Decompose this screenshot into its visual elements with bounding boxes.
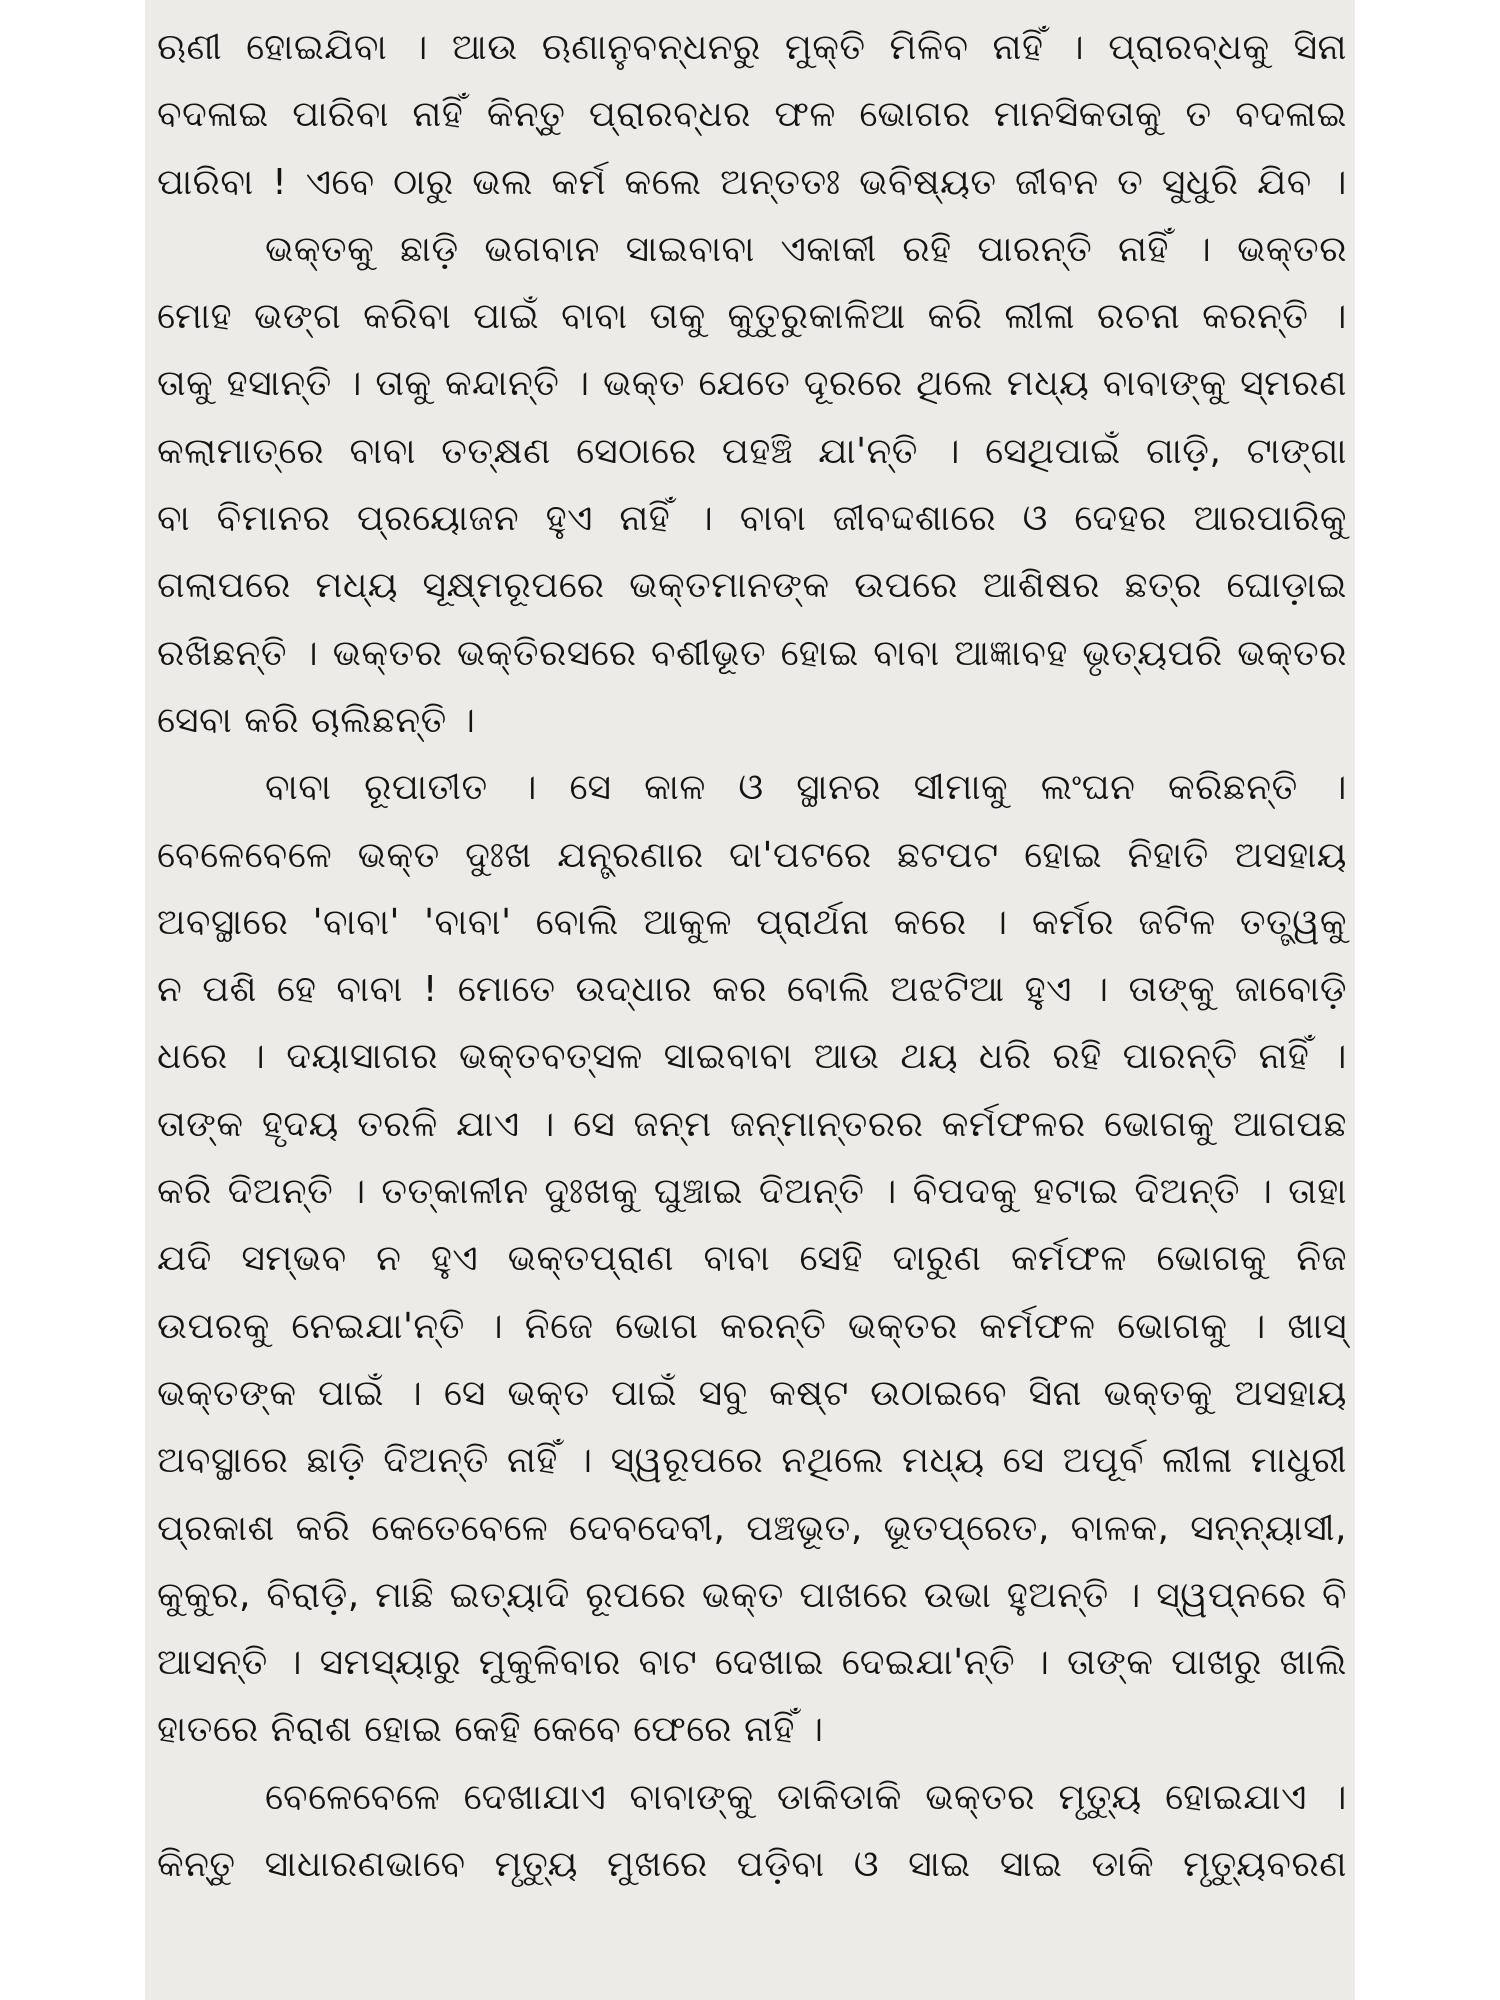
text-line: ଭକ୍ତଙ୍କ ପାଇଁ । ସେ ଭକ୍ତ ପାଇଁ ସବୁ କଷ୍ଟ ଉଠାଇବେ ସିନା ଭକ୍ତକୁ ଅସହାୟ — [157, 1372, 1347, 1414]
text-line: କିନ୍ତୁ ସାଧାରଣଭାବେ ମୃତ୍ୟୁ ମୁଖରେ ପଡ଼ିବା ଓ ସାଇ ସାଇ ଡାକି ମୃତ୍ୟୁବରଣ — [157, 1844, 1347, 1886]
text-line: ବାବା ରୂପାତୀତ । ସେ କାଳ ଓ ସ୍ଥାନର ସୀମାକୁ ଲଂଘନ କରିଛନ୍ତି । — [265, 767, 1347, 809]
text-line: କୁକୁର, ବିରାଡ଼ି, ମାଛି ଇତ୍ୟାଦି ରୂପରେ ଭକ୍ତ ପାଖରେ ଉଭା ହୁଅନ୍ତି । ସ୍ୱପ୍ନରେ ବି — [157, 1574, 1347, 1616]
text-line: ସେବା କରି ଚାଲିଛନ୍ତି । — [157, 699, 476, 741]
text-line: ଆସନ୍ତି । ସମସ୍ୟାରୁ ମୁକୁଳିବାର ବାଟ ଦେଖାଇ ଦେଇଯା'ନ୍ତି । ତାଙ୍କ ପାଖରୁ ଖାଲି — [157, 1642, 1347, 1684]
text-line: ଅବସ୍ଥାରେ 'ବାବା' 'ବାବା' ବୋଲି ଆକୁଳ ପ୍ରାର୍ଥନା କରେ । କର୍ମର ଜଟିଳ ତତ୍ତ୍ୱକୁ — [157, 901, 1347, 943]
text-line: ଧରେ । ଦୟାସାଗର ଭକ୍ତବତ୍ସଳ ସାଇବାବା ଆଉ ଥୟ ଧରି ରହି ପାରନ୍ତି ନାହିଁ । — [157, 1036, 1347, 1078]
text-line: କରି ଦିଅନ୍ତି । ତତ୍‌କାଳୀନ ଦୁଃଖକୁ ଘୁଞ୍ଚାଇ ଦିଅନ୍ତି । ବିପଦକୁ ହଟାଇ ଦିଅନ୍ତି । ତାହା — [157, 1171, 1347, 1213]
text-line: ଭକ୍ତକୁ ଛାଡ଼ି ଭଗବାନ ସାଇବାବା ଏକାକୀ ରହି ପାରନ୍ତି ନାହିଁ । ଭକ୍ତର — [265, 228, 1347, 270]
text-line: ବଦଳାଇ ପାରିବା ନାହିଁ କିନ୍ତୁ ପ୍ରାରବ୍ଧର ଫଳ ଭୋଗର ମାନସିକତାକୁ ତ ବଦଳାଇ — [157, 94, 1347, 136]
text-line: ପାରିବା ! ଏବେ ଠାରୁ ଭଲ କର୍ମ କଲେ ଅନ୍ତତଃ ଭବିଷ୍ୟତ ଜୀବନ ତ ସୁଧୁରି ଯିବ । — [157, 161, 1347, 203]
text-line: ଗଲାପରେ ମଧ୍ୟ ସୂକ୍ଷ୍ମରୂପରେ ଭକ୍ତମାନଙ୍କ ଉପରେ ଆଶିଷର ଛତ୍ର ଘୋଡ଼ାଇ — [157, 565, 1347, 607]
text-line: କଲାମାତ୍ରେ ବାବା ତତ୍‌କ୍ଷଣ ସେଠାରେ ପହଞ୍ଚି ଯା'ନ୍ତି । ସେଥିପାଇଁ ଗାଡ଼ି, ଟାଙ୍ଗା — [157, 430, 1347, 472]
text-line: ନ ପଶି ହେ ବାବା ! ମୋତେ ଉଦ୍ଧାର କର ବୋଲି ଅଝଟିଆ ହୁଏ । ତାଙ୍କୁ ଜାବୋଡ଼ି — [157, 969, 1347, 1011]
text-line: ଉପରକୁ ନେଇଯା'ନ୍ତି । ନିଜେ ଭୋଗ କରନ୍ତି ଭକ୍ତର କର୍ମଫଳ ଭୋଗକୁ । ଖାସ୍ — [157, 1305, 1347, 1347]
text-line: ହାତରେ ନିରାଶ ହୋଇ କେହି କେବେ ଫେରେ ନାହିଁ । — [157, 1709, 824, 1751]
text-line: ବେଳେବେଳେ ଦେଖାଯାଏ ବାବାଙ୍କୁ ଡାକିଡାକି ଭକ୍ତର ମୃତ୍ୟୁ ହୋଇଯାଏ । — [265, 1776, 1347, 1818]
paragraph-1 — [145, 14, 1355, 216]
text-line: ବେଳେବେଳେ ଭକ୍ତ ଦୁଃଖ ଯନ୍ତ୍ରଣାର ଦା'ପଟରେ ଛଟପଟ ହୋଇ ନିହାତି ଅସହାୟ — [157, 834, 1347, 876]
text-line: ଅବସ୍ଥାରେ ଛାଡ଼ି ଦିଅନ୍ତି ନାହିଁ । ସ୍ୱରୂପରେ ନଥିଲେ ମଧ୍ୟ ସେ ଅପୂର୍ବ ଲୀଳା ମାଧୁରୀ — [157, 1440, 1347, 1482]
book-page — [145, 0, 1355, 2000]
paragraph-4 — [145, 1764, 1355, 1899]
text-line: ତାକୁ ହସାନ୍ତି । ତାକୁ କନ୍ଦାନ୍ତି । ଭକ୍ତ ଯେତେ ଦୂରରେ ଥିଲେ ମଧ୍ୟ ବାବାଙ୍କୁ ସ୍ମରଣ — [157, 363, 1347, 405]
text-line: ପ୍ରକାଶ କରି କେତେବେଳେ ଦେବଦେବୀ, ପଞ୍ଚଭୂତ, ଭୂତପ୍ରେତ, ବାଳକ, ସନ୍ନ୍ୟାସୀ, — [157, 1507, 1347, 1549]
text-line: ରଖିଛନ୍ତି । ଭକ୍ତର ଭକ୍ତିରସରେ ବଶୀଭୂତ ହୋଇ ବାବା ଆଜ୍ଞାବହ ଭୃତ୍ୟପରି ଭକ୍ତର — [157, 632, 1347, 674]
text-line: ମୋହ ଭଙ୍ଗ କରିବା ପାଇଁ ବାବା ତାକୁ କୁତୁରୁକାଳିଆ କରି ଲୀଳା ରଚନା କରନ୍ତି । — [157, 296, 1347, 338]
text-line: ଋଣୀ ହୋଇଯିବା । ଆଉ ଋଣାନୁବନ୍ଧନରୁ ମୁକ୍ତି ମିଳିବ ନାହିଁ । ପ୍ରାରବ୍ଧକୁ ସିନା — [157, 27, 1347, 68]
paragraph-2 — [145, 216, 1355, 754]
text-line: ଯଦି ସମ୍ଭବ ନ ହୁଏ ଭକ୍ତପ୍ରାଣ ବାବା ସେହି ଦାରୁଣ କର୍ମଫଳ ଭୋଗକୁ ନିଜ — [157, 1238, 1347, 1280]
paragraph-3 — [145, 754, 1355, 1763]
text-line: ବା ବିମାନର ପ୍ରୟୋଜନ ହୁଏ ନାହିଁ । ବାବା ଜୀବଦ୍ଦଶାରେ ଓ ଦେହର ଆରପାରିକୁ — [157, 498, 1347, 540]
text-line: ତାଙ୍କ ହୃଦୟ ତରଳି ଯାଏ । ସେ ଜନ୍ମ ଜନ୍ମାନ୍ତରର କର୍ମଫଳର ଭୋଗକୁ ଆଗପଛ — [157, 1103, 1347, 1145]
